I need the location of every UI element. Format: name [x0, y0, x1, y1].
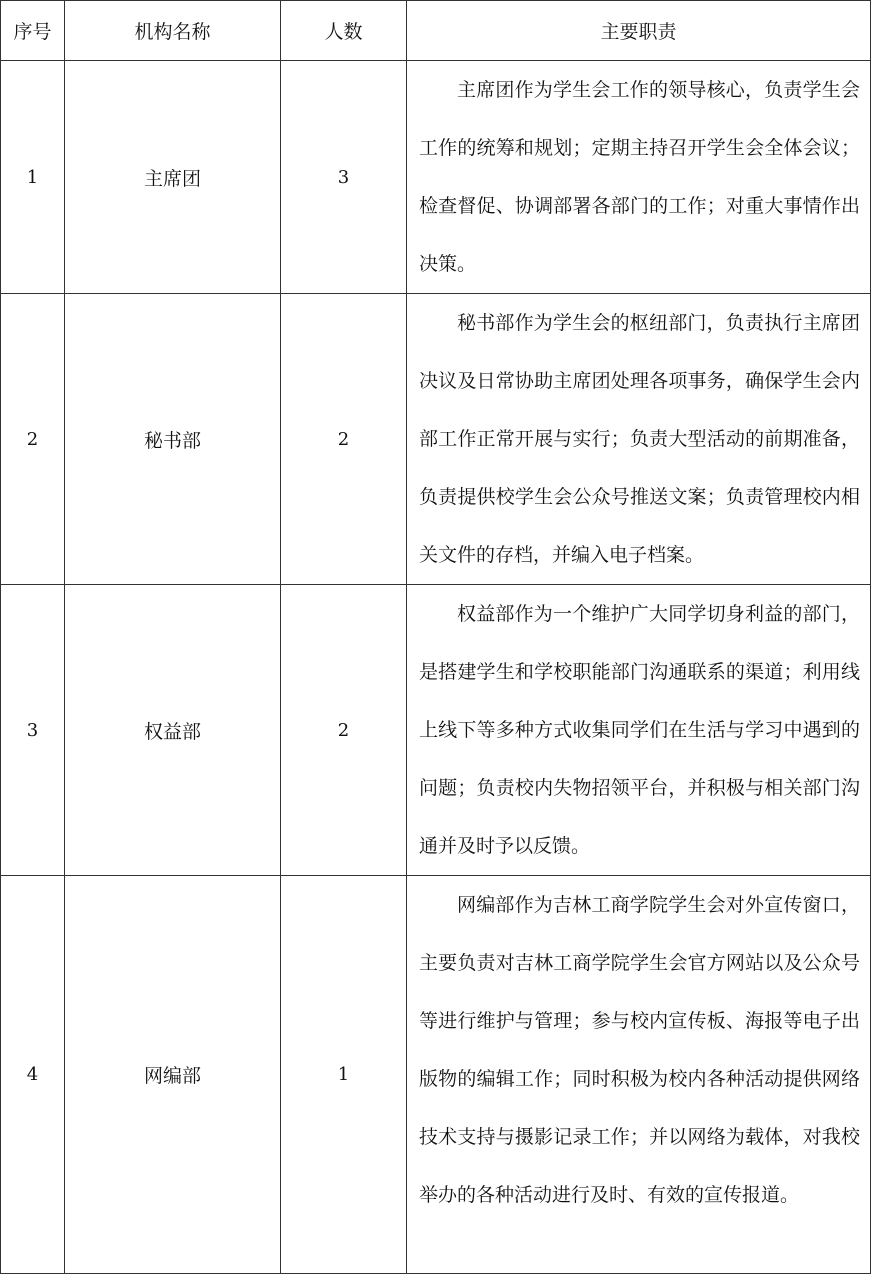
row-org-name: 秘书部: [65, 294, 281, 585]
row-duties: 网编部作为吉林工商学院学生会对外宣传窗口，主要负责对吉林工商学院学生会官方网站以及公众号等进行维护与管理；参与校内宣传板、海报等电子出版物的编辑工作；同时积极为校内各种活动提供网络技术支持与摄影记录工作；并以网络为载体，对我校举办的各种活动进行及时、有效的宣传报道。: [419, 894, 860, 1206]
row-duties-cell: [407, 294, 871, 585]
row-org-name: 主席团: [65, 61, 281, 294]
header-count: 人数: [281, 1, 407, 61]
row-count: 2: [281, 294, 407, 585]
header-org-name: 机构名称: [65, 1, 281, 61]
header-duties: 主要职责: [407, 1, 871, 61]
row-seq: 2: [1, 294, 65, 585]
header-row: [1, 1, 871, 61]
table-row: [1, 61, 871, 294]
row-org-name: 网编部: [65, 876, 281, 1274]
row-org-name: 权益部: [65, 585, 281, 876]
row-duties-cell: [407, 876, 871, 1274]
table-row: [1, 294, 871, 585]
row-seq: 1: [1, 61, 65, 294]
table-row: [1, 585, 871, 876]
row-duties: 权益部作为一个维护广大同学切身利益的部门，是搭建学生和学校职能部门沟通联系的渠道；利用线上线下等多种方式收集同学们在生活与学习中遇到的问题；负责校内失物招领平台，并积极与相关部门沟通并及时予以反馈。: [419, 603, 860, 857]
row-count: 3: [281, 61, 407, 294]
row-count: 2: [281, 585, 407, 876]
header-seq: 序号: [1, 1, 65, 61]
table-row: [1, 876, 871, 1274]
row-count: 1: [281, 876, 407, 1274]
row-duties: 秘书部作为学生会的枢纽部门，负责执行主席团决议及日常协助主席团处理各项事务，确保学生会内部工作正常开展与实行；负责大型活动的前期准备，负责提供校学生会公众号推送文案；负责管理校内相关文件的存档，并编入电子档案。: [419, 312, 860, 566]
row-seq: 3: [1, 585, 65, 876]
row-duties: 主席团作为学生会工作的领导核心，负责学生会工作的统筹和规划；定期主持召开学生会全体会议；检查督促、协调部署各部门的工作；对重大事情作出决策。: [419, 79, 860, 275]
row-duties-cell: [407, 61, 871, 294]
row-seq: 4: [1, 876, 65, 1274]
row-duties-cell: [407, 585, 871, 876]
